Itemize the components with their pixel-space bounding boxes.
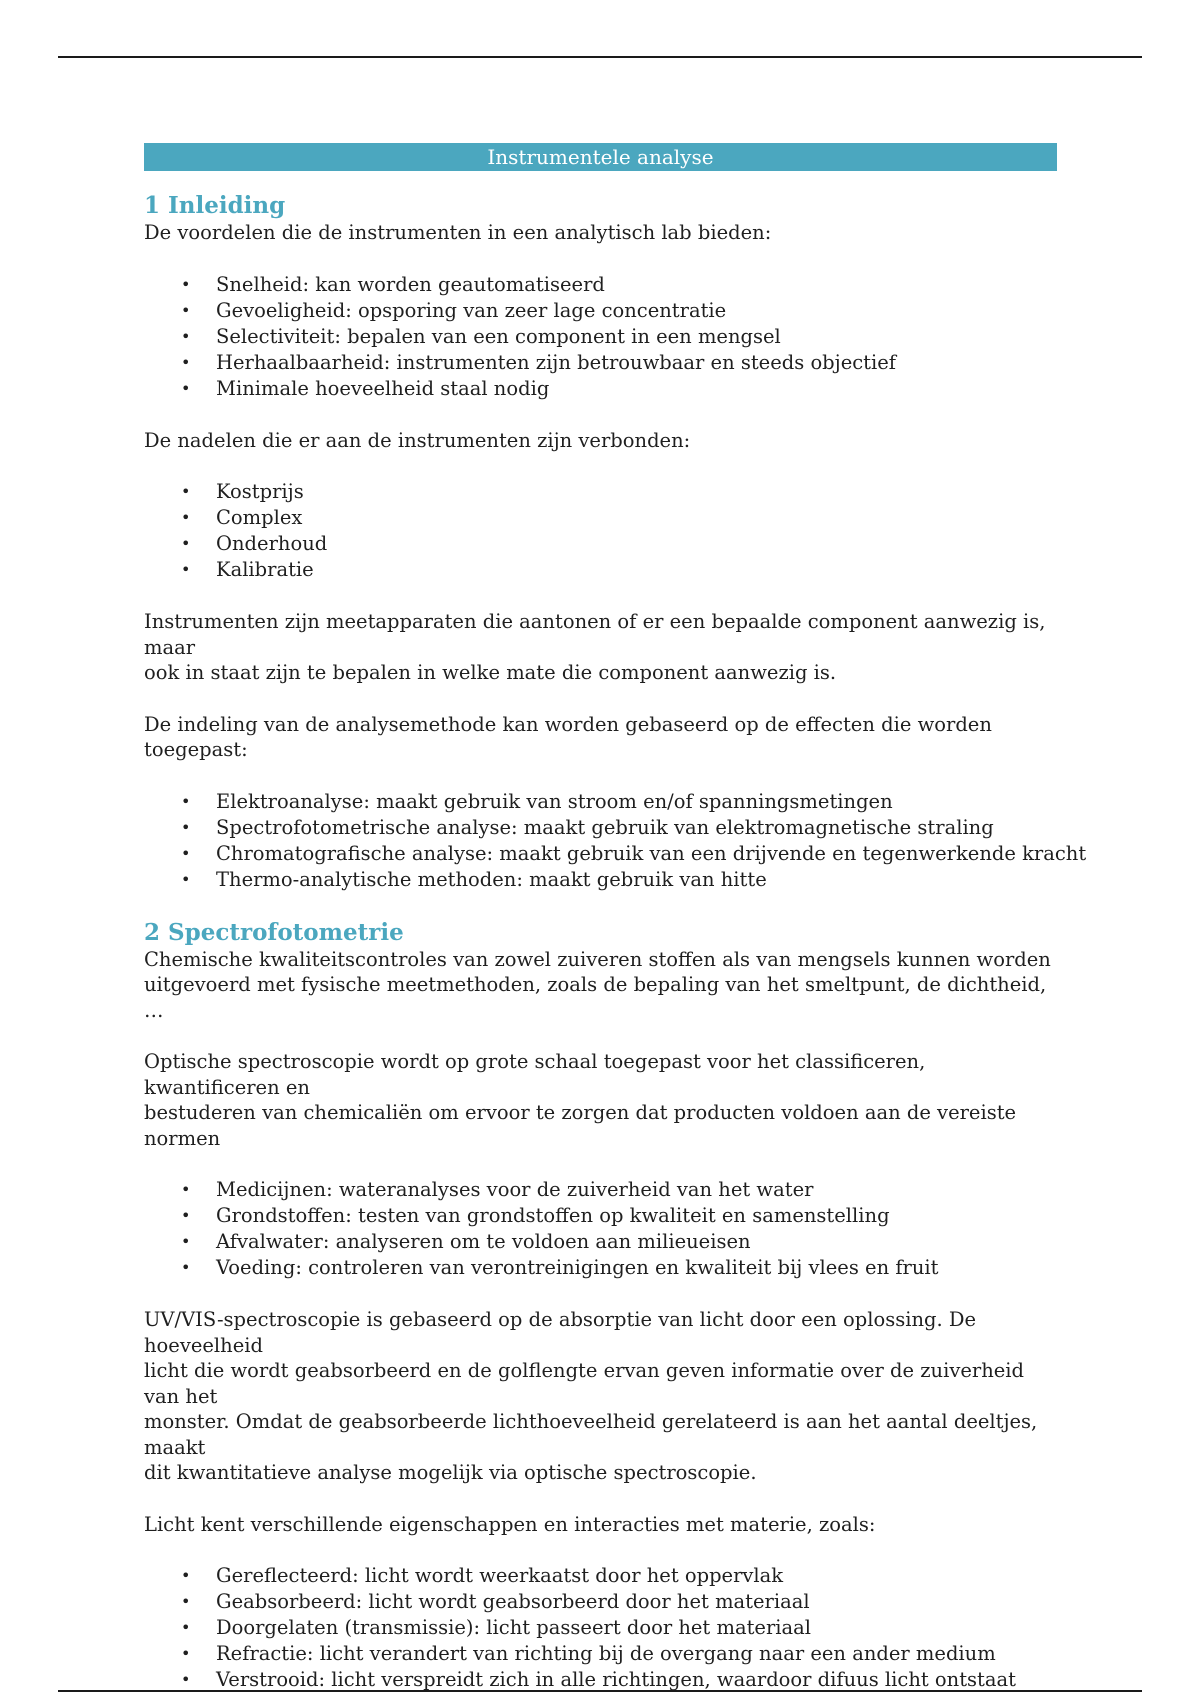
disadvantages-intro: De nadelen die er aan de instrumenten zijn verbonden:: [144, 428, 691, 452]
bullet-icon: •: [181, 791, 191, 811]
list-item: • Minimale hoeveelheid staal nodig: [181, 376, 550, 400]
bullet-icon: •: [181, 1670, 191, 1689]
list-item: • Chromatografische analyse: maakt gebruik van een drijvende en tegenwerkende kracht: [181, 841, 1087, 865]
disadvantages-list: [144, 479, 1057, 583]
list-item: • Verstrooid: licht verspreidt zich in alle richtingen, waardoor difuus licht ontstaat: [181, 1668, 1016, 1691]
spacer: [144, 1486, 1057, 1512]
spacer: [144, 1023, 1057, 1049]
bullet-icon: •: [181, 1644, 191, 1663]
applications-list: [144, 1177, 1057, 1281]
list-item: • Thermo-analytische methoden: maakt gebruik van hitte: [181, 867, 767, 891]
list-item: • Complex: [181, 506, 303, 529]
list-item: • Refractie: licht verandert van richting bij de overgang naar een ander medium: [181, 1642, 996, 1665]
list-item: • Gereflecteerd: licht wordt weerkaatst door het oppervlak: [181, 1564, 784, 1587]
document-title: Instrumentele analyse: [144, 143, 1057, 171]
methods-list: [144, 789, 1087, 893]
bullet-icon: •: [181, 560, 191, 579]
bullet-icon: •: [181, 1618, 191, 1637]
light-properties-list: [144, 1563, 1057, 1693]
list-item: • Medicijnen: wateranalyses voor de zuiverheid van het water: [181, 1178, 814, 1201]
spacer: [144, 1281, 1057, 1307]
list-item: • Afvalwater: analyseren om te voldoen aan milieueisen: [181, 1230, 751, 1253]
list-item: • Voeding: controleren van verontreinigingen en kwaliteit bij vlees en fruit: [181, 1256, 939, 1279]
section-heading-spectrofotometrie: 2 Spectrofotometrie: [144, 918, 404, 946]
spacer: [144, 402, 1057, 428]
list-item: • Gevoeligheid: opsporing van zeer lage concentratie: [181, 298, 727, 322]
bullet-icon: •: [181, 1180, 191, 1199]
bullet-icon: •: [181, 1258, 191, 1277]
bullet-icon: •: [181, 274, 191, 294]
bullet-icon: •: [181, 1566, 191, 1585]
light-properties-intro: Licht kent verschillende eigenschappen en interacties met materie, zoals:: [144, 1512, 876, 1536]
list-item: • Selectiviteit: bepalen van een component in een mengsel: [181, 324, 781, 348]
bullet-icon: •: [181, 1592, 191, 1611]
list-item: • Geabsorbeerd: licht wordt geabsorbeerd door het materiaal: [181, 1590, 810, 1613]
list-item: • Kostprijs: [181, 480, 304, 503]
advantages-intro: De voordelen die de instrumenten in een analytisch lab bieden:: [144, 221, 772, 244]
header-rule: [58, 56, 1142, 58]
footer-rule: [58, 1690, 1142, 1692]
spacer: [144, 453, 1057, 479]
bullet-icon: •: [181, 843, 191, 863]
document-page: [144, 143, 1087, 1693]
list-item: • Herhaalbaarheid: instrumenten zijn betrouwbaar en steeds objectief: [181, 350, 897, 374]
bullet-icon: •: [181, 534, 191, 553]
list-item: • Onderhoud: [181, 532, 328, 555]
bullet-icon: •: [181, 326, 191, 346]
bullet-icon: •: [181, 1206, 191, 1225]
list-item: • Snelheid: kan worden geautomatiseerd: [181, 272, 605, 296]
bullet-icon: •: [181, 300, 191, 320]
bullet-icon: •: [181, 508, 191, 527]
spacer: [144, 1151, 1057, 1177]
bullet-icon: •: [181, 378, 191, 398]
bullet-icon: •: [181, 352, 191, 372]
list-item: • Elektroanalyse: maakt gebruik van stroom en/of spanningsmetingen: [181, 789, 893, 813]
list-item: • Doorgelaten (transmissie): licht passeert door het materiaal: [181, 1616, 812, 1639]
section-heading-inleiding: 1 Inleiding: [144, 192, 286, 219]
uv-vis-paragraph: UV/VIS-spectroscopie is gebaseerd op de absorptie van licht door een oplossing. De hoeveelheid licht die wordt geabsorbeerd en de golflengte ervan geven informatie over de zuiverheid van het monster. Omdat de geabsorbeerde lichthoeveelheid gerelateerd is aan het aantal deeltjes, maakt dit kwantitatieve analyse mogelijk via optische spectroscopie.: [144, 1308, 1038, 1484]
definition-paragraph: Instrumenten zijn meetapparaten die aantonen of er een bepaalde component aanwezig is, maar ook in staat zijn te bepalen in welke mate die component aanwezig is.: [144, 610, 1046, 684]
spacer: [144, 246, 1057, 272]
optical-spectroscopy-paragraph: Optische spectroscopie wordt op grote schaal toegepast voor het classificeren, kwantificeren en bestuderen van chemicaliën om ervoor te zorgen dat producten voldoen aan de vereiste normen: [144, 1050, 1017, 1150]
list-item: • Kalibratie: [181, 558, 314, 581]
bullet-icon: •: [181, 817, 191, 837]
spacer: [144, 1537, 1057, 1563]
bullet-icon: •: [181, 482, 191, 501]
bullet-icon: •: [181, 869, 191, 889]
classification-intro: De indeling van de analysemethode kan worden gebaseerd op de effecten die worden toegepast:: [144, 712, 992, 761]
spacer: [144, 583, 1057, 609]
spacer: [144, 686, 1057, 712]
quality-control-paragraph: Chemische kwaliteitscontroles van zowel zuiveren stoffen als van mengsels kunnen worden uitgevoerd met fysische meetmethoden, zoals de bepaling van het smeltpunt, de dichtheid, …: [144, 947, 1051, 1022]
advantages-list: [144, 272, 1057, 402]
list-item: • Grondstoffen: testen van grondstoffen op kwaliteit en samenstelling: [181, 1204, 890, 1227]
list-item: • Spectrofotometrische analyse: maakt gebruik van elektromagnetische straling: [181, 815, 994, 839]
spacer: [144, 763, 1057, 789]
bullet-icon: •: [181, 1232, 191, 1251]
